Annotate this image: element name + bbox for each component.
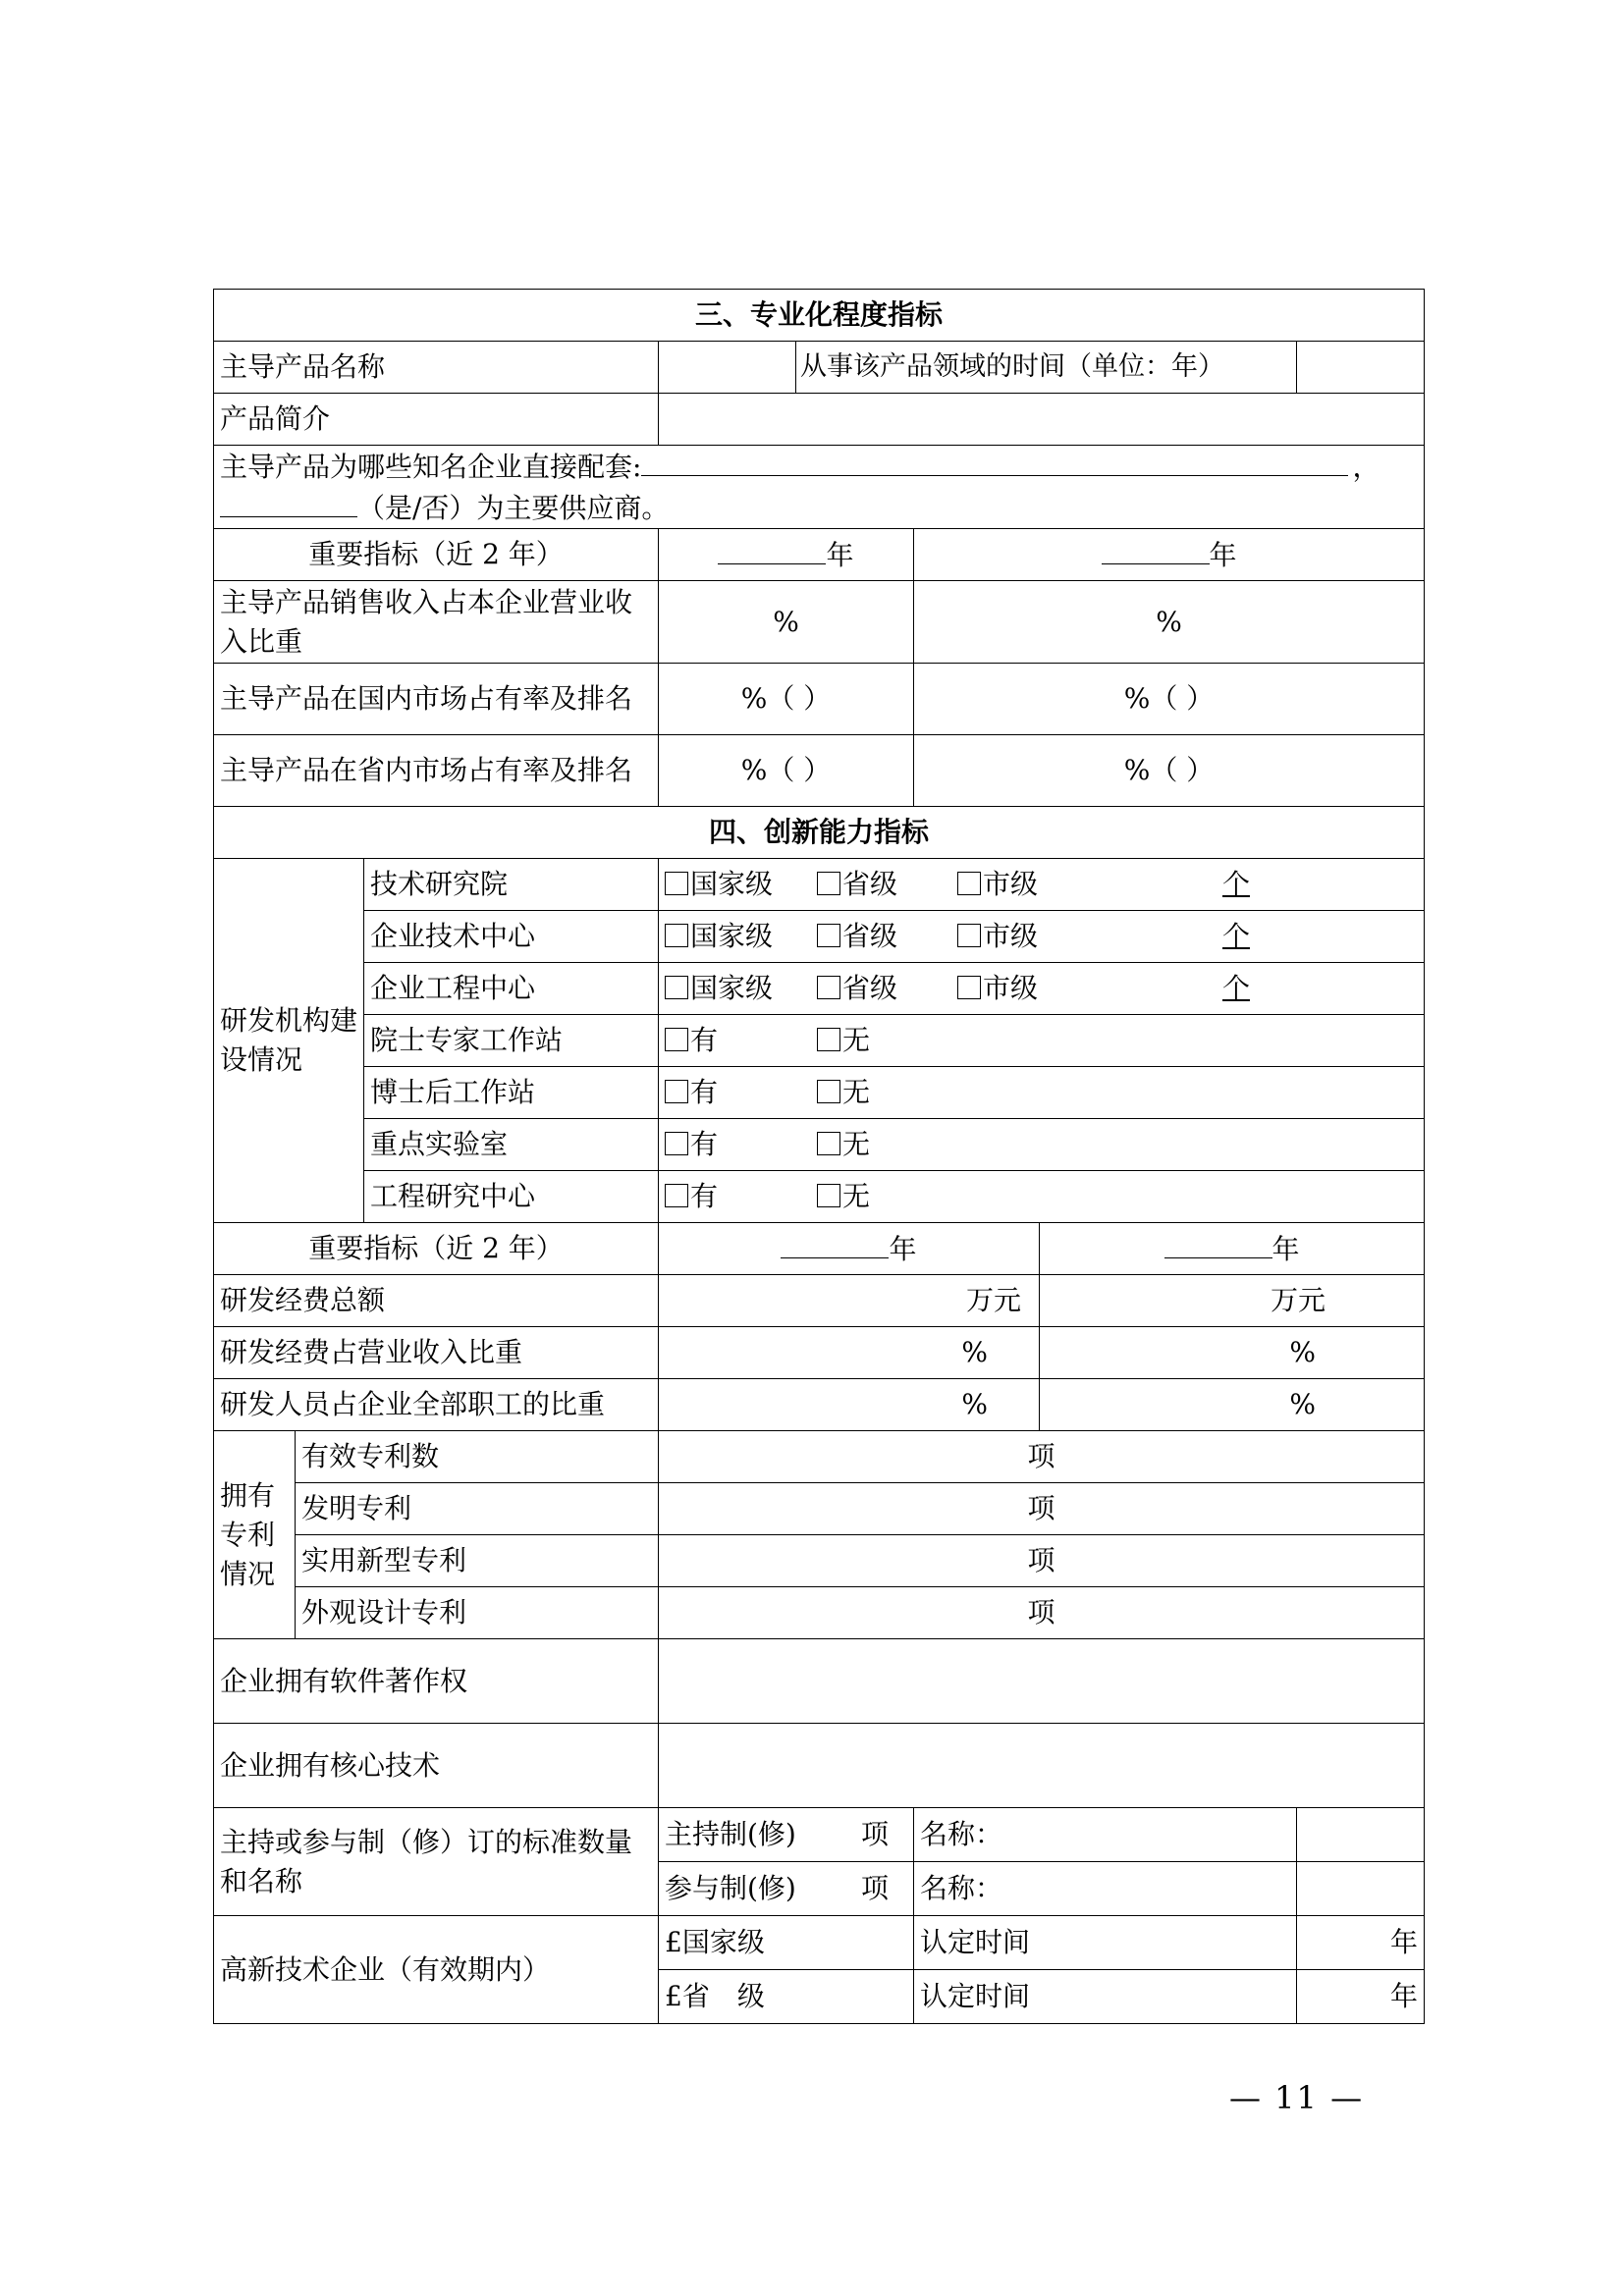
provincial-share-year-2[interactable]: %（ ） [914, 735, 1425, 807]
checkbox[interactable] [957, 924, 981, 947]
option-label: 有 [690, 1076, 719, 1108]
years-in-field-label: 从事该产品领域的时间（单位：年） [796, 342, 1297, 394]
revenue-share-year-2[interactable]: % [914, 581, 1425, 664]
software-copyright-label: 企业拥有软件著作权 [214, 1639, 659, 1724]
rd-total-label: 研发经费总额 [214, 1275, 659, 1327]
s3-year-2-blank[interactable] [1102, 534, 1210, 564]
year-suffix: 年 [1271, 1233, 1300, 1265]
unit-label: 项 [861, 1872, 890, 1904]
count-field[interactable] [1085, 920, 1250, 952]
rd-total-year-1[interactable]: 万元 [659, 1275, 1040, 1327]
cert-time-national-field[interactable]: 年 [1297, 1916, 1425, 1970]
count-field[interactable] [1085, 868, 1250, 900]
host-name-label: 名称： [914, 1808, 1297, 1862]
checkbox[interactable] [665, 924, 688, 947]
checkbox[interactable] [817, 872, 840, 895]
patent-group-label: 拥有专利情况 [214, 1431, 296, 1639]
s3-year-2 [914, 529, 1425, 581]
rd-item-options [659, 911, 1425, 963]
rd-item-options [659, 859, 1425, 911]
core-tech-label: 企业拥有核心技术 [214, 1724, 659, 1808]
option-label: 有 [690, 1024, 719, 1056]
patent-label: 外观设计专利 [296, 1587, 659, 1639]
option-label: 市级 [983, 920, 1039, 952]
patent-label: 实用新型专利 [296, 1535, 659, 1587]
patent-count-field[interactable]: 项 [659, 1535, 1425, 1587]
host-name-field[interactable] [1297, 1808, 1425, 1862]
page-number: — 11 — [1229, 2079, 1365, 2116]
cert-time-provincial-field[interactable]: 年 [1297, 1970, 1425, 2024]
rd-item-options [659, 1067, 1425, 1119]
rd-group-label: 研发机构建设情况 [214, 859, 364, 1223]
rd-item-label: 企业技术中心 [364, 911, 659, 963]
rd-item-label: 企业工程中心 [364, 963, 659, 1015]
domestic-share-label: 主导产品在国内市场占有率及排名 [214, 664, 659, 735]
rd-item-options [659, 1119, 1425, 1171]
rd-item-label: 工程研究中心 [364, 1171, 659, 1223]
checkbox[interactable] [957, 872, 981, 895]
core-tech-field[interactable] [659, 1724, 1425, 1808]
year-suffix: 年 [1209, 539, 1237, 571]
standards-label: 主持或参与制（修）订的标准数量和名称 [214, 1808, 659, 1916]
unit-label: 个 [1222, 972, 1251, 1004]
checkbox[interactable] [665, 976, 688, 999]
checkbox[interactable] [817, 1184, 840, 1207]
rd-item-label: 院士专家工作站 [364, 1015, 659, 1067]
host-standard-cell[interactable] [659, 1808, 914, 1862]
staff-ratio-year-2[interactable]: % [1040, 1379, 1425, 1431]
main-product-name-field[interactable] [659, 342, 796, 394]
participate-label: 参与制(修) [665, 1872, 796, 1904]
option-label: 市级 [983, 868, 1039, 900]
option-label: 省级 [842, 972, 898, 1004]
product-intro-label: 产品简介 [214, 394, 659, 446]
patent-count-field[interactable]: 项 [659, 1431, 1425, 1483]
supply-suffix: （是/否）为主要供应商。 [357, 492, 670, 524]
section-4-title: 四、创新能力指标 [214, 807, 1425, 859]
years-in-field-field[interactable] [1297, 342, 1425, 394]
product-intro-field[interactable] [659, 394, 1425, 446]
option-label: 国家级 [690, 868, 774, 900]
revenue-share-year-1[interactable]: % [659, 581, 914, 664]
checkbox[interactable] [665, 1028, 688, 1051]
participate-name-label: 名称： [914, 1862, 1297, 1916]
checkbox[interactable] [817, 924, 840, 947]
rd-item-options [659, 963, 1425, 1015]
checkbox[interactable] [817, 1132, 840, 1155]
revenue-share-label: 主导产品销售收入占本企业营业收入比重 [214, 581, 659, 664]
checkbox[interactable] [817, 1080, 840, 1103]
unit-label: 个 [1222, 920, 1251, 952]
main-product-name-label: 主导产品名称 [214, 342, 659, 394]
host-label: 主持制(修) [665, 1818, 796, 1850]
rd-item-label: 重点实验室 [364, 1119, 659, 1171]
rd-ratio-year-2[interactable]: % [1040, 1327, 1425, 1379]
form-sheet [213, 289, 1424, 2024]
checkbox[interactable] [817, 1028, 840, 1051]
rd-ratio-label: 研发经费占营业收入比重 [214, 1327, 659, 1379]
option-label: 国家级 [690, 920, 774, 952]
staff-ratio-year-1[interactable]: % [659, 1379, 1040, 1431]
checkbox[interactable] [817, 976, 840, 999]
rd-total-year-2[interactable]: 万元 [1040, 1275, 1425, 1327]
patent-count-field[interactable]: 项 [659, 1587, 1425, 1639]
option-label: 国家级 [690, 972, 774, 1004]
option-label: 省级 [842, 868, 898, 900]
participate-standard-cell[interactable] [659, 1862, 914, 1916]
supply-statement [214, 446, 1425, 529]
s3-kpi-label: 重要指标（近 2 年） [214, 529, 659, 581]
hitech-label: 高新技术企业（有效期内） [214, 1916, 659, 2024]
option-label: 无 [842, 1128, 871, 1160]
domestic-share-year-1[interactable]: %（ ） [659, 664, 914, 735]
checkbox[interactable] [665, 1132, 688, 1155]
rd-item-label: 技术研究院 [364, 859, 659, 911]
year-suffix: 年 [889, 1233, 917, 1265]
supply-comma: ， [1352, 451, 1380, 483]
checkbox[interactable] [957, 976, 981, 999]
section-3-title: 三、专业化程度指标 [214, 290, 1425, 342]
supply-customers-blank[interactable] [641, 446, 1348, 476]
provincial-share-year-1[interactable]: %（ ） [659, 735, 914, 807]
indicator-table [213, 289, 1425, 2024]
year-suffix: 年 [826, 539, 854, 571]
cert-time-label: 认定时间 [914, 1916, 1297, 1970]
patent-label: 有效专利数 [296, 1431, 659, 1483]
s4-year-1-blank[interactable] [781, 1228, 889, 1258]
option-label: 无 [842, 1024, 871, 1056]
option-label: 有 [690, 1128, 719, 1160]
count-field[interactable] [1085, 972, 1250, 1004]
rd-item-label: 博士后工作站 [364, 1067, 659, 1119]
rd-ratio-year-1[interactable]: % [659, 1327, 1040, 1379]
supply-prefix: 主导产品为哪些知名企业直接配套: [220, 451, 642, 483]
hitech-provincial-option[interactable]: £省 级 [659, 1970, 914, 2024]
checkbox[interactable] [665, 872, 688, 895]
unit-label: 项 [861, 1818, 890, 1850]
staff-ratio-label: 研发人员占企业全部职工的比重 [214, 1379, 659, 1431]
hitech-national-option[interactable]: £国家级 [659, 1916, 914, 1970]
s3-year-1 [659, 529, 914, 581]
rd-item-options [659, 1171, 1425, 1223]
s4-year-1 [659, 1223, 1040, 1275]
participate-name-field[interactable] [1297, 1862, 1425, 1916]
s4-year-2 [1040, 1223, 1425, 1275]
provincial-share-label: 主导产品在省内市场占有率及排名 [214, 735, 659, 807]
rd-item-options [659, 1015, 1425, 1067]
patent-count-field[interactable]: 项 [659, 1483, 1425, 1535]
supplier-yes-no-blank[interactable] [220, 487, 357, 517]
software-copyright-field[interactable] [659, 1639, 1425, 1724]
s4-kpi-label: 重要指标（近 2 年） [214, 1223, 659, 1275]
checkbox[interactable] [665, 1184, 688, 1207]
option-label: 无 [842, 1180, 871, 1212]
unit-label: 个 [1222, 868, 1251, 900]
option-label: 省级 [842, 920, 898, 952]
checkbox[interactable] [665, 1080, 688, 1103]
cert-time-label: 认定时间 [914, 1970, 1297, 2024]
domestic-share-year-2[interactable]: %（ ） [914, 664, 1425, 735]
option-label: 无 [842, 1076, 871, 1108]
patent-label: 发明专利 [296, 1483, 659, 1535]
option-label: 市级 [983, 972, 1039, 1004]
option-label: 有 [690, 1180, 719, 1212]
s3-year-1-blank[interactable] [718, 534, 826, 564]
s4-year-2-blank[interactable] [1164, 1228, 1272, 1258]
